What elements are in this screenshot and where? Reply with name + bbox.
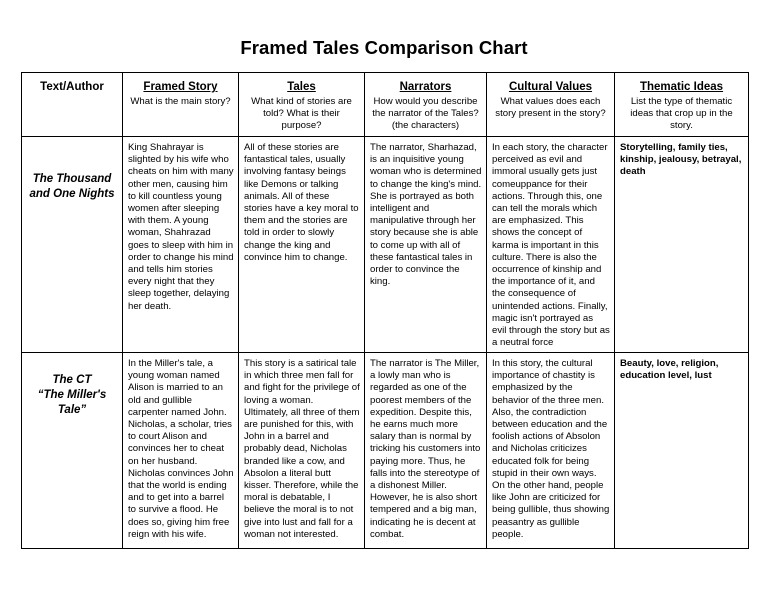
- header-thematic-ideas: [615, 73, 749, 137]
- table-row: [22, 137, 749, 353]
- cell-text: The narrator is The Miller, a lowly man who is regarded as one of the poorest members of the expedition. Despite this, he earns much more salary than is normal by tricking his customers into paying more. Thus, he falls into the stereotype of a dishonest Miller. However, he is also short tempered and a big man, indicating he is decent at combat.: [370, 358, 481, 540]
- header-narrators: [365, 73, 487, 137]
- header-label: Text/Author: [40, 81, 104, 93]
- header-label: Cultural Values: [508, 81, 593, 93]
- cell-tales: [239, 353, 365, 549]
- header-row: [22, 73, 749, 137]
- row-header-cell: [22, 137, 123, 353]
- header-subtitle: What is the main story?: [130, 96, 231, 107]
- header-cultural-values: [487, 73, 615, 137]
- cell-text: This story is a satirical tale in which three men fall for and fight for the privilege of loving a woman. Ultimately, all three of them are punished for this, with John in a barrel and probably dead, Nicholas branded like a cow, and Absolon a literal butt kisser. Therefore, while the moral is debatable, I believe the moral is to not give into lust and fall for a woman not interested.: [244, 358, 360, 540]
- header-text-author: [22, 73, 123, 137]
- cell-tales: [239, 137, 365, 353]
- cell-framed-story: [123, 353, 239, 549]
- header-subtitle: What kind of stories are told? What is their purpose?: [251, 96, 352, 131]
- cell-text: In this story, the cultural importance of chastity is emphasized by the behavior of the three men. Also, the contradiction between education and the foolish actions of Absolon and Nicholas criticizes educated folk for being stupid in their own ways. On the other hand, people like John are criticized for being gullible, thus showing peasantry as gullible people.: [492, 358, 610, 540]
- chart-title: Framed Tales Comparison Chart: [240, 37, 528, 58]
- cell-cultural-values: [487, 353, 615, 549]
- header-label: Thematic Ideas: [639, 81, 724, 93]
- cell-text: Beauty, love, religion, education level, lust: [620, 358, 719, 382]
- cell-narrators: [365, 353, 487, 549]
- table-row: [22, 353, 749, 549]
- header-label: Framed Story: [143, 81, 218, 93]
- cell-thematic-ideas: [615, 353, 749, 549]
- cell-cultural-values: [487, 137, 615, 353]
- header-subtitle: List the type of thematic ideas that crop up in the story.: [630, 96, 733, 131]
- cell-text: In the Miller's tale, a young woman named Alison is married to an old and gullible carpenter named John. Nicholas, a scholar, tries to court Alison and convinces her to cheat on her husband. Nicholas convinces John that the world is ending and to get into a barrel to survive a flood. He does so, giving him free reign with his wife.: [128, 358, 234, 540]
- header-label: Narrators: [399, 81, 452, 93]
- cell-text: In each story, the character perceived as evil and immoral usually gets just comeuppance for their actions. Through this, one can tell the morals which are emphasized. This shows the concept of karma is important in this culture. There is also the occurrence of kinship and the importance of it, and the consequence of unintended actions. Finally, magic isn't portrayed as evil through the story but as a neutral force: [492, 142, 610, 349]
- cell-narrators: [365, 137, 487, 353]
- row-header-line: The CT: [52, 374, 92, 386]
- cell-text: The narrator, Sharhazad, is an inquisitive young woman who is determined to change the king's mind. She is portrayed as both intelligent and manipulative through her story because she is able to come up with all of these fantastical tales in order to convince the king.: [370, 142, 482, 288]
- header-subtitle: How would you describe the narrator of the Tales? (the characters): [372, 96, 479, 131]
- header-framed-story: [123, 73, 239, 137]
- row-header: The Thousand and One Nights: [29, 173, 115, 200]
- cell-text: Storytelling, family ties, kinship, jealousy, betrayal, death: [620, 142, 742, 178]
- row-header: [22, 373, 122, 418]
- comparison-table: [21, 72, 749, 549]
- row-header-line: “The Miller's Tale”: [37, 389, 107, 416]
- cell-text: King Shahrayar is slighted by his wife who cheats on him with many other men, causing him to kill countless young women after sleeping with them. A young woman, Shahrazad goes to sleep with him in order to change his mind and tells him stories every night that they sleep together, delaying her death.: [128, 142, 234, 312]
- header-subtitle: What values does each story present in the story?: [495, 96, 606, 119]
- header-label: Tales: [287, 81, 316, 93]
- cell-text: All of these stories are fantastical tales, usually involving fantasy beings like Demons or talking animals. All of these stories have a key moral to them and the stories are told in order to slowly change the king and convince him to change.: [244, 142, 359, 263]
- cell-framed-story: [123, 137, 239, 353]
- cell-thematic-ideas: [615, 137, 749, 353]
- row-header-cell: [22, 353, 123, 549]
- header-tales: [239, 73, 365, 137]
